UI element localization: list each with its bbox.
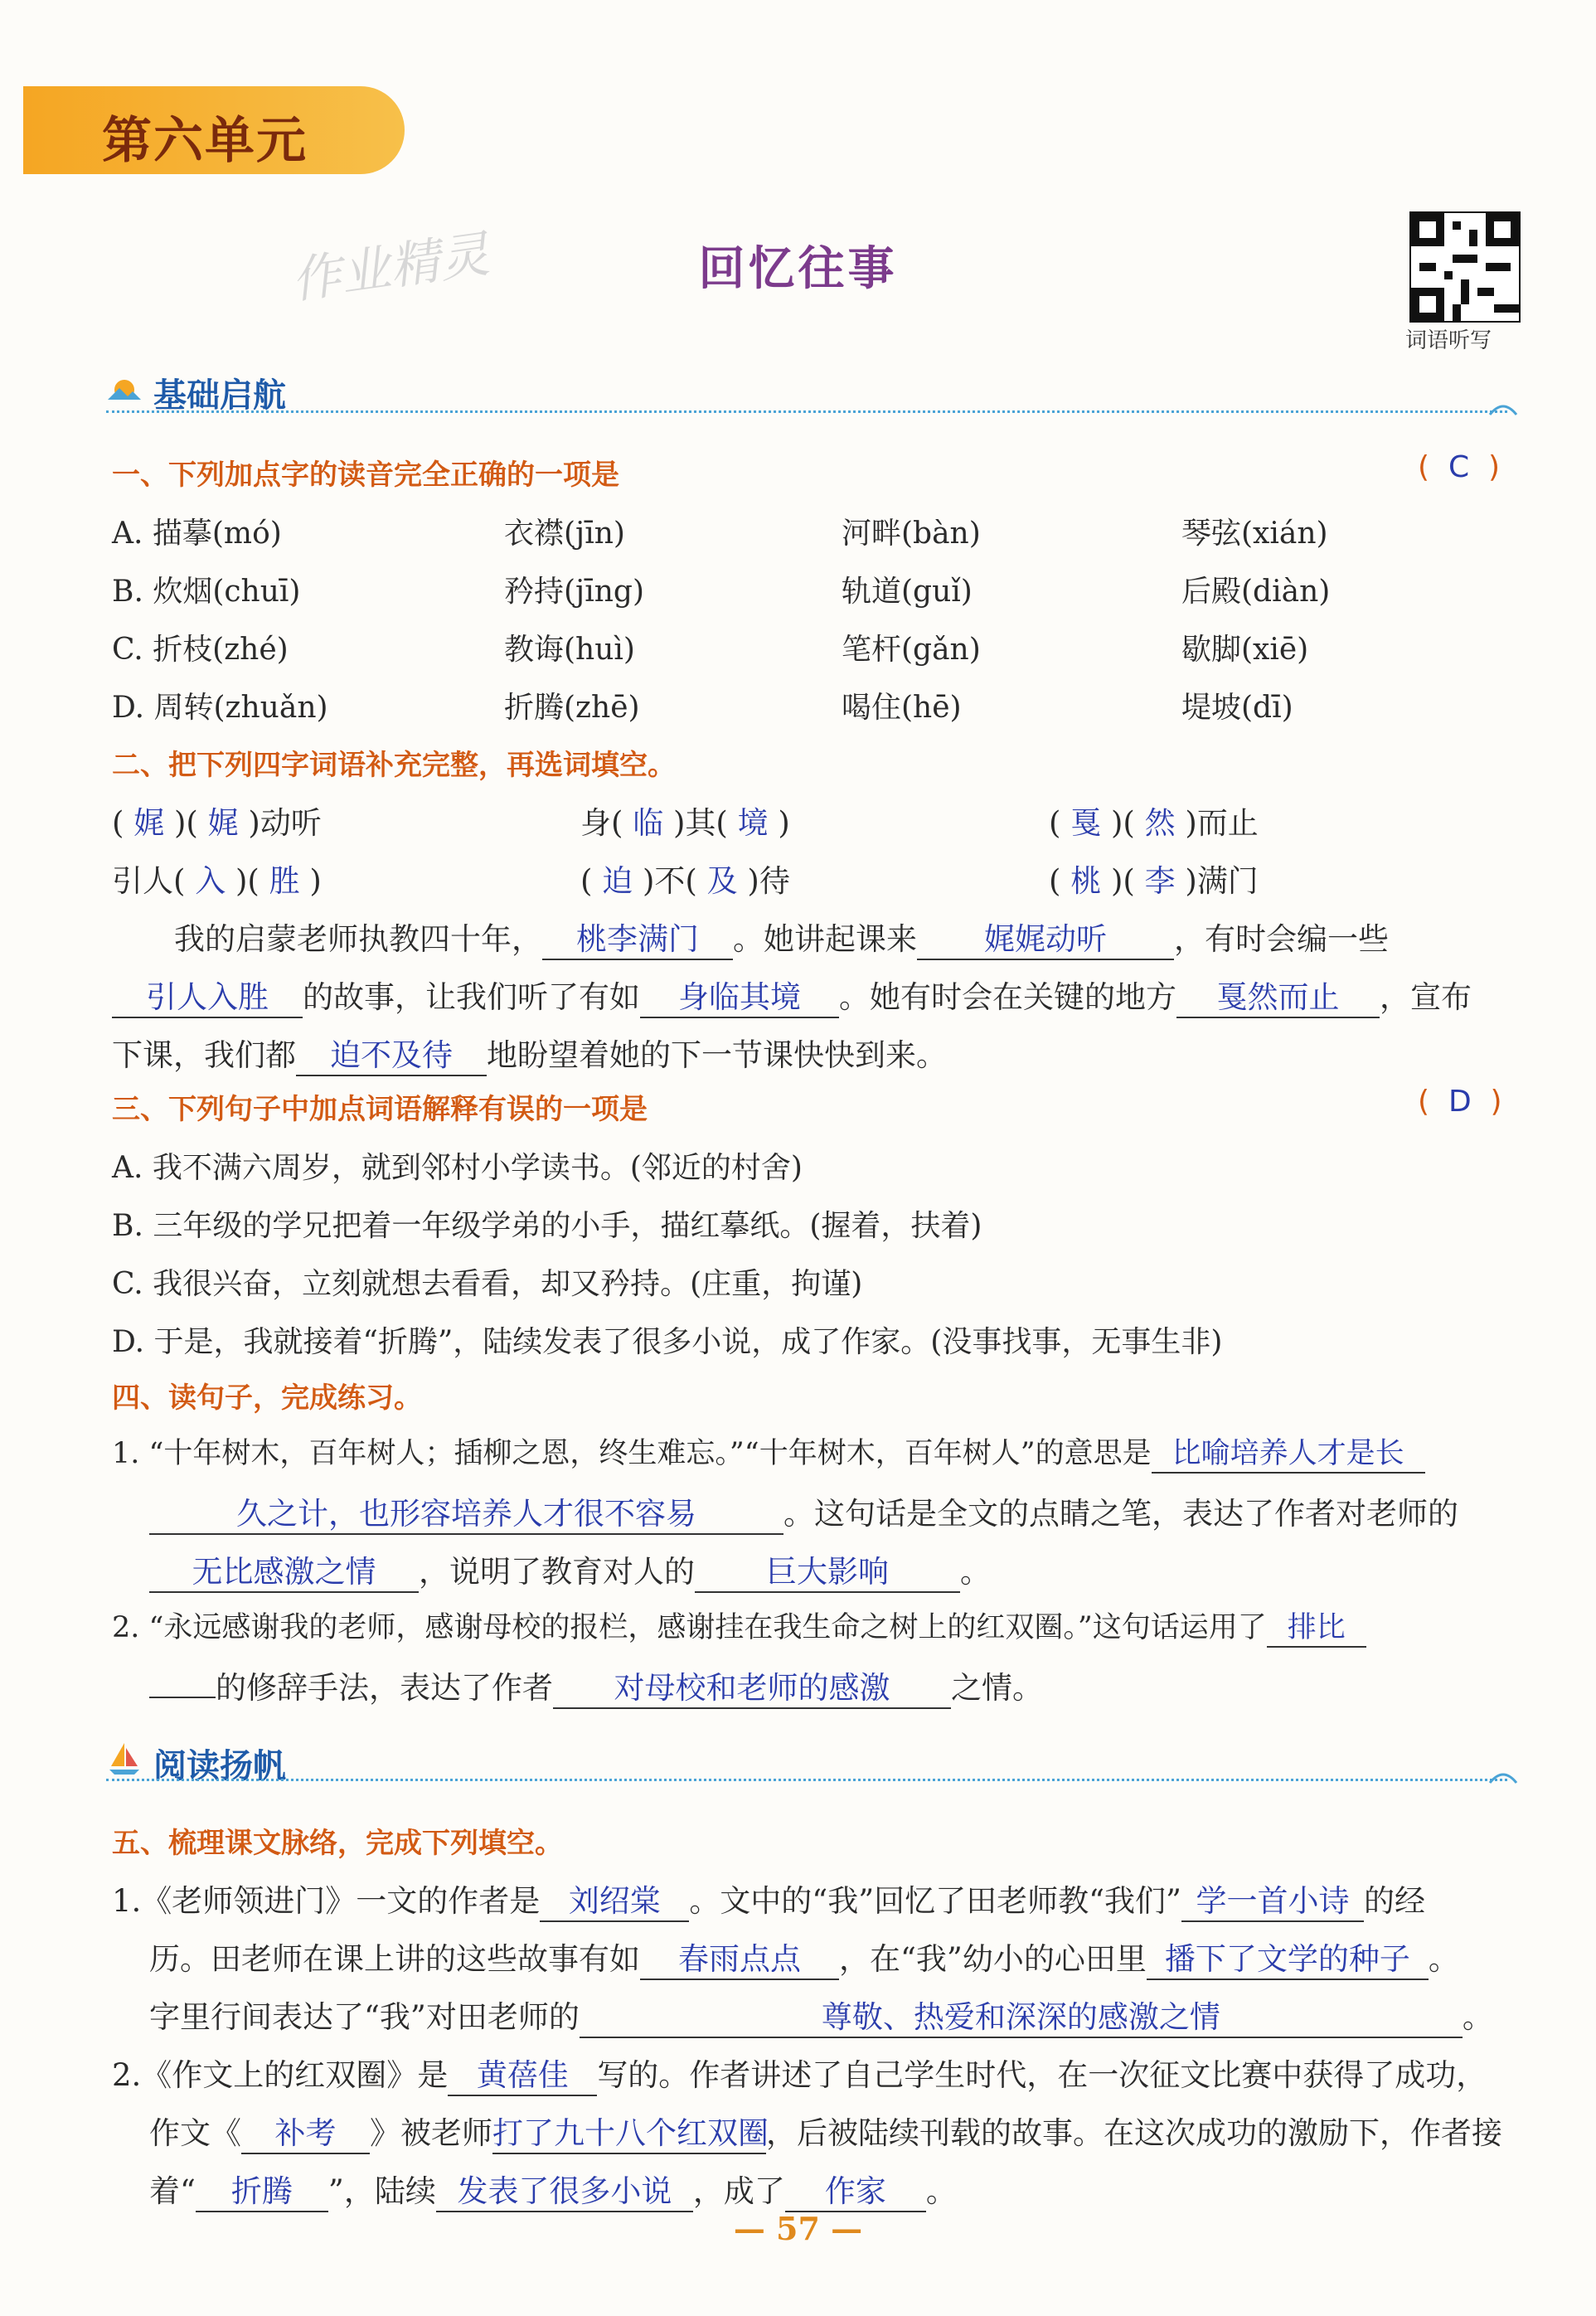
q1-option: 后殿(diàn) (1181, 575, 1331, 609)
q1-option: 折腾(zhē) (504, 691, 640, 725)
q1-option: A. 描摹(mó) (112, 517, 282, 551)
blank: 发表了很多小说 (436, 2166, 693, 2212)
text-segment: 字里行间表达了“我”对田老师的 (149, 1999, 580, 2035)
text-segment: 引人 (112, 863, 173, 899)
text-segment: 。 (1462, 1999, 1493, 2035)
text-segment: 地盼望着她的下一节课快快到来。 (487, 1037, 947, 1073)
answer-text: 桃 (1070, 863, 1102, 899)
blank: 迫不及待 (296, 1030, 487, 1076)
section-icon-basic (106, 371, 143, 408)
text-segment: 的经 (1363, 1883, 1425, 1919)
text-segment: 2. “永远感谢我的老师，感谢母校的报栏，感谢挂在我生命之树上的红双圈。”这句话运用了 (112, 1611, 1267, 1644)
q1-option: 堤坡(dī) (1181, 691, 1293, 725)
arrow-icon (1488, 398, 1518, 421)
text-segment: 身 (580, 805, 611, 841)
answer-text: 娓 (207, 805, 239, 841)
q4-s1-line1 (112, 1430, 1425, 1474)
q2-word-1: ( 娓 )( 娓 )动听 (112, 805, 322, 841)
blank (149, 1697, 216, 1698)
q1-answer: C (1448, 450, 1470, 484)
blank: 排比 (1267, 1605, 1366, 1648)
q2-word-4: 引人( 入 )( 胜 ) (112, 863, 322, 899)
qr-caption: 词语听写 (1405, 328, 1492, 353)
text-segment: 的故事，让我们听了有如 (303, 979, 640, 1015)
text-segment: 。这句话是全文的点睛之笔，表达了作者对老师的 (783, 1496, 1458, 1532)
q2-word-2: 身( 临 )其( 境 ) (580, 805, 790, 841)
q1-option: 轨道(guǐ) (842, 575, 973, 609)
text-segment: 下课，我们都 (112, 1037, 296, 1073)
q2-word-3: ( 戛 )( 然 )而止 (1049, 805, 1259, 841)
text-segment: 》被老师 (370, 2115, 492, 2151)
blank: 对母校和老师的感激 (553, 1663, 951, 1709)
q1-answer-box: ( C ) (1418, 450, 1501, 484)
q3-answer-box: ( D ) (1418, 1085, 1502, 1119)
q2-passage-line2 (112, 972, 1472, 1018)
q4-s2-line2 (149, 1663, 1043, 1709)
q3-option: D. 于是，我就接着“折腾”，陆续发表了很多小说，成了作家。(没事找事，无事生非) (112, 1325, 1223, 1359)
answer-text: 然 (1144, 805, 1176, 841)
q1-option: 衣襟(jīn) (504, 517, 625, 551)
text-segment: 不 (654, 863, 686, 899)
q1-option: 喝住(hē) (842, 691, 962, 725)
q1-option: B. 炊烟(chuī) (112, 575, 301, 609)
text-segment: 。 (960, 1554, 991, 1590)
blank: 引人入胜 (112, 972, 303, 1018)
q4-s1-line2 (149, 1488, 1458, 1535)
q5-line1 (112, 1876, 1425, 1922)
q2-header: 二、把下列四字词语补充完整，再选词填空。 (112, 749, 676, 782)
answer-text: 戛 (1070, 805, 1102, 841)
blank: 学一首小诗 (1181, 1876, 1364, 1922)
text-segment: ，成了 (692, 2173, 785, 2209)
q1-option: 河畔(bàn) (842, 517, 981, 551)
unit-label: 第六单元 (102, 112, 308, 170)
text-segment: 写的。作者讲述了自己学生时代，在一次征文比赛中获得了成功， (597, 2057, 1487, 2093)
page-number: — 57 — (733, 2210, 863, 2247)
q1-option: 歇脚(xiē) (1181, 633, 1309, 667)
text-segment: 待 (759, 863, 790, 899)
q3-option: C. 我很兴奋，立刻就想去看看，却又矜持。(庄重，拘谨) (112, 1267, 863, 1301)
text-segment: 。文中的“我”回忆了田老师教“我们” (689, 1883, 1181, 1919)
q3-option: B. 三年级的学兄把着一年级学弟的小手，描红摹纸。(握着，扶着) (112, 1209, 982, 1243)
blank: 补考 (241, 2108, 370, 2154)
unit-tab (23, 86, 405, 174)
q1-header: 一、下列加点字的读音完全正确的一项是 (112, 459, 619, 492)
blank: 作家 (785, 2166, 926, 2212)
text-segment: ，后被陆续刊载的故事。在这次成功的激励下，作者接 (766, 2115, 1502, 2151)
divider (106, 1779, 1507, 1781)
q1-option: C. 折枝(zhé) (112, 633, 289, 667)
qr-code[interactable] (1409, 211, 1521, 323)
text-segment: 之情。 (951, 1670, 1043, 1706)
q3-answer: D (1448, 1085, 1472, 1119)
q5-line3 (149, 1992, 1493, 2038)
q5-line6 (149, 2166, 957, 2212)
text-segment: 其 (685, 805, 716, 841)
text-segment: ”，陆续 (327, 2173, 436, 2209)
answer-text: 李 (1144, 863, 1176, 899)
q5-header: 五、梳理课文脉络，完成下列填空。 (112, 1827, 563, 1860)
q4-s1-line3 (149, 1546, 991, 1593)
section-basic-title: 基础启航 (153, 376, 286, 415)
blank: 桃李满门 (542, 914, 733, 960)
text-segment: 。 (925, 2173, 957, 2209)
text-segment: 。 (1428, 1941, 1459, 1977)
text-segment: ，有时会编一些 (1174, 921, 1389, 957)
page-title: 回忆往事 (698, 242, 898, 296)
text-segment: 1. “十年树木，百年树人；插柳之恩，终生难忘。”“十年树木，百年树人”的意思是 (112, 1437, 1152, 1470)
q4-s2-line1 (112, 1605, 1366, 1648)
text-segment: 着“ (149, 2173, 196, 2209)
section-reading-title: 阅读扬帆 (153, 1747, 286, 1785)
answer-text: 娓 (133, 805, 165, 841)
answer-text: 及 (706, 863, 738, 899)
q5-line4 (112, 2050, 1487, 2096)
text-segment: 满门 (1196, 863, 1259, 899)
q2-word-6: ( 桃 )( 李 )满门 (1049, 863, 1259, 899)
blank: 黄蓓佳 (448, 2050, 597, 2096)
answer-text: 境 (737, 805, 769, 841)
blank: 久之计，也形容培养人才很不容易 (149, 1488, 783, 1535)
text-segment: ，说明了教育对人的 (419, 1554, 695, 1590)
q1-option: 矜持(jīng) (504, 575, 644, 609)
text-segment: 。她有时会在关键的地方 (839, 979, 1176, 1015)
q2-passage-line1 (174, 914, 1389, 960)
text-segment: 作文《 (149, 2115, 241, 2151)
text-segment: 。她讲起课来 (733, 921, 917, 957)
q1-option: D. 周转(zhuǎn) (112, 691, 328, 725)
blank: 戛然而止 (1176, 972, 1380, 1018)
q3-header: 三、下列句子中加点词语解释有误的一项是 (112, 1093, 648, 1126)
text-segment: 2.《作文上的红双圈》是 (112, 2057, 449, 2093)
watermark: 作业精灵 (287, 225, 493, 311)
blank: 刘绍棠 (540, 1876, 689, 1922)
arrow-icon (1488, 1766, 1518, 1789)
q5-line5 (149, 2108, 1502, 2154)
text-segment: 而止 (1196, 805, 1259, 841)
text-segment: ，宣布 (1380, 979, 1472, 1015)
q2-word-5: ( 迫 )不( 及 )待 (580, 863, 790, 899)
answer-text: 迫 (602, 863, 633, 899)
text-segment: 的修辞手法，表达了作者 (216, 1670, 553, 1706)
text-segment: 我的启蒙老师执教四十年， (174, 921, 542, 957)
answer-text: 胜 (269, 863, 300, 899)
blank: 身临其境 (640, 972, 839, 1018)
blank: 折腾 (196, 2166, 328, 2212)
answer-text: 临 (633, 805, 664, 841)
q1-option: 教诲(huì) (504, 633, 635, 667)
q1-option: 琴弦(xián) (1181, 517, 1328, 551)
text-segment: 动听 (260, 805, 322, 841)
blank: 娓娓动听 (917, 914, 1174, 960)
answer-text: 入 (195, 863, 226, 899)
sail-icon (106, 1740, 143, 1779)
blank: 尊敬、热爱和深深的感激之情 (580, 1992, 1463, 2038)
q2-passage-line3 (112, 1030, 947, 1076)
text-segment: 历。田老师在课上讲的这些故事有如 (149, 1941, 640, 1977)
blank: 打了九十八个红双圈 (492, 2108, 766, 2154)
text-segment: ，在“我”幼小的心田里 (839, 1941, 1147, 1977)
blank: 比喻培养人才是长 (1152, 1430, 1425, 1474)
divider (106, 410, 1507, 413)
q1-option: 笔杆(gǎn) (842, 633, 981, 667)
blank: 播下了文学的种子 (1147, 1934, 1429, 1980)
q4-header: 四、读句子，完成练习。 (112, 1381, 422, 1415)
blank: 巨大影响 (695, 1546, 960, 1593)
text-segment: 1.《老师领进门》一文的作者是 (112, 1883, 541, 1919)
q5-line2 (149, 1934, 1459, 1980)
blank: 无比感激之情 (149, 1546, 419, 1593)
q3-option: A. 我不满六周岁，就到邻村小学读书。(邻近的村舍) (112, 1151, 803, 1185)
blank: 春雨点点 (640, 1934, 839, 1980)
